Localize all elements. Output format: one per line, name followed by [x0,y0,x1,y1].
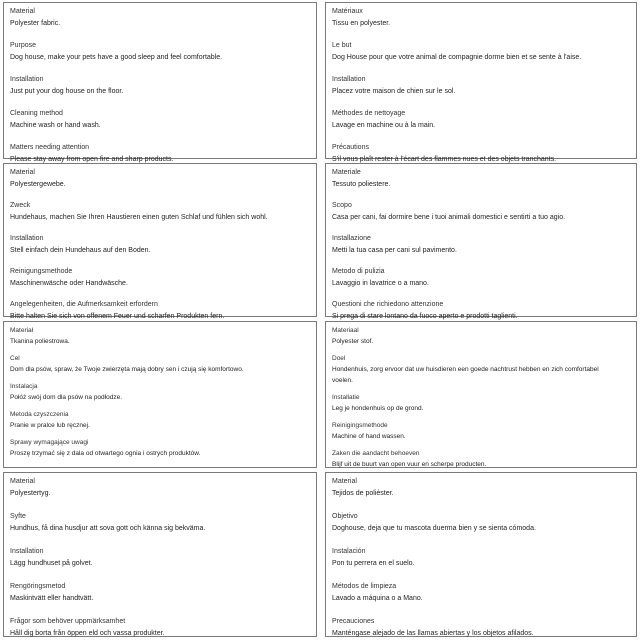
section-body: Blijf uit de buurt van open vuur en scherpe producten. [332,461,487,468]
section-cleaning [10,266,310,290]
section-heading: Questioni che richiedono attenzione [332,301,444,308]
section-heading: Zweck [10,202,31,209]
section-installation [332,74,630,98]
instruction-box-italian [325,163,637,320]
section-heading: Purpose [10,42,37,49]
section-body: Polyester stof. [332,338,374,345]
section-body: Polyester fabric. [10,20,61,27]
section-heading: Reinigungsmethode [10,268,73,275]
instruction-box-french [325,2,637,163]
section-purpose [332,511,630,535]
section-body: Hundehaus, machen Sie Ihren Haustieren einen guten Schlaf und fühlen sich wohl. [10,214,268,221]
section-heading: Materiał [10,327,34,334]
instruction-box-swedish [3,472,317,637]
section-heading: Installation [10,548,44,555]
section-cleaning [10,409,310,431]
section-body: S'il vous plaît rester à l'écart des flammes nues et des objets tranchants. [332,156,557,163]
section-body: Proszę trzymać się z dala od otwartego ognia i ostrych produktów. [10,450,201,457]
section-purpose [10,511,310,535]
section-heading: Matters needing attention [10,144,89,151]
section-heading: Material [10,169,35,176]
section-heading: Rengöringsmetod [10,583,66,590]
section-body: Pon tu perrera en el suelo. [332,560,415,567]
section-body: Lägg hundhuset på golvet. [10,560,93,567]
section-heading: Sprawy wymagające uwagi [10,439,89,446]
section-body: Just put your dog house on the floor. [10,88,124,95]
section-body: Hondenhuis, zorg ervoor dat uw huisdieren een goede nachtrust hebben en zich comfortabel [332,366,599,373]
section-heading: Material [10,8,35,15]
section-body: Hundhus, få dina husdjur att sova gott och känna sig bekväma. [10,525,206,532]
section-heading: Precauciones [332,618,375,625]
section-body: Lavaggio in lavatrice o a mano. [332,280,429,287]
section-body: Doghouse, deja que tu mascota duerma bien y se sienta cómoda. [332,525,536,532]
section-heading: Metodo di pulizia [332,268,385,275]
section-body: Machine wash or hand wash. [10,122,101,129]
section-purpose [10,200,310,224]
section-cleaning [332,108,630,132]
section-heading: Instalacja [10,383,38,390]
section-heading: Installation [10,76,44,83]
section-body: Casa per cani, fai dormire bene i tuoi animali domestici e sentirti a tuo agio. [332,214,566,221]
section-body: Dog House pour que votre animal de compagnie dorme bien et se sente à l'aise. [332,54,582,61]
section-heading: Instalación [332,548,366,555]
section-heading: Frågor som behöver uppmärksamhet [10,618,126,625]
section-material [10,325,310,347]
section-body: Tissu en polyester. [332,20,391,27]
section-body: Bitte halten Sie sich von offenem Feuer und scharfen Produkten fern. [10,313,225,320]
section-heading: Angelegenheiten, die Aufmerksamkeit erfordern [10,301,158,308]
section-cleaning [332,266,630,290]
instruction-sheet [3,2,637,637]
section-heading: Installation [332,76,366,83]
instruction-box-dutch [325,321,637,468]
section-body: Tejidos de poliéster. [332,490,394,497]
section-heading: Material [10,478,35,485]
section-heading: Cel [10,355,20,362]
section-body: Stell einfach dein Hundehaus auf den Boden. [10,247,151,254]
section-purpose [332,200,630,224]
section-installation [332,233,630,257]
section-body: Manténgase alejado de las llamas abiertas y los objetos afilados. [332,630,534,637]
section-attention [332,616,630,640]
section-body: Polyestertyg. [10,490,51,497]
section-installation [332,392,630,414]
section-purpose [10,353,310,375]
section-body: Leg je hondenhuis op de grond. [332,405,424,412]
section-heading: Metoda czyszczenia [10,411,69,418]
section-attention [10,437,310,459]
section-cleaning [332,581,630,605]
section-cleaning [10,581,310,605]
section-heading: Reinigingsmethode [332,422,388,429]
section-material [10,6,310,30]
section-material [332,325,630,347]
section-installation [10,381,310,403]
section-material [332,6,630,30]
section-body: Dom dla psów, spraw, że Twoje zwierzęta mają dobry sen i czują się komfortowo. [10,366,244,373]
section-body-continued: voelen. [332,377,353,384]
section-body: Tkanina poliestrowa. [10,338,70,345]
section-purpose [10,40,310,64]
section-attention [332,448,630,470]
section-heading: Doel [332,355,346,362]
section-body: Maskintvätt eller handtvätt. [10,595,94,602]
section-material [332,476,630,500]
section-material [332,167,630,191]
section-body: Machine of hand wassen. [332,433,406,440]
section-purpose [332,40,630,64]
section-heading: Métodos de limpieza [332,583,397,590]
section-body: Placez votre maison de chien sur le sol. [332,88,456,95]
section-heading: Scopo [332,202,352,209]
section-cleaning [332,420,630,442]
section-attention [10,616,310,640]
section-installation [10,546,310,570]
section-body: Metti la tua casa per cani sul pavimento. [332,247,457,254]
section-heading: Cleaning method [10,110,63,117]
section-body: Håll dig borta från öppen eld och vassa produkter. [10,630,165,637]
section-heading: Materiale [332,169,361,176]
section-installation [10,74,310,98]
section-installation [10,233,310,257]
section-body: Połóż swój dom dla psów na podłodze. [10,394,123,401]
section-heading: Le but [332,42,352,49]
section-body: Polyestergewebe. [10,181,66,188]
section-body: Dog house, make your pets have a good sleep and feel comfortable. [10,54,223,61]
section-material [10,167,310,191]
section-heading: Installatie [332,394,360,401]
section-heading: Installation [10,235,44,242]
section-body: Lavage en machine ou à la main. [332,122,436,129]
section-heading: Zaken die aandacht behoeven [332,450,420,457]
section-body: Pranie w pralce lub ręcznej. [10,422,90,429]
section-body: Maschinenwäsche oder Handwäsche. [10,280,128,287]
section-body: Please stay away from open fire and sharp products. [10,156,174,163]
section-heading: Installazione [332,235,371,242]
section-heading: Syfte [10,513,26,520]
instruction-box-spanish [325,472,637,637]
section-body: Lavado a máquina o a Mano. [332,595,423,602]
instruction-box-polish [3,321,317,468]
section-material [10,476,310,500]
instruction-box-german [3,163,317,320]
section-heading: Objetivo [332,513,358,520]
section-body: Tessuto poliestere. [332,181,391,188]
section-body: Si prega di stare lontano da fuoco aperto e prodotti taglienti. [332,313,518,320]
section-attention [10,299,310,323]
section-heading: Matériaux [332,8,363,15]
section-cleaning [10,108,310,132]
section-purpose [332,353,630,386]
section-installation [332,546,630,570]
section-attention [332,299,630,323]
section-heading: Précautions [332,144,369,151]
section-heading: Méthodes de nettoyage [332,110,406,117]
instruction-box-english [3,2,317,163]
section-heading: Materiaal [332,327,359,334]
section-heading: Material [332,478,357,485]
